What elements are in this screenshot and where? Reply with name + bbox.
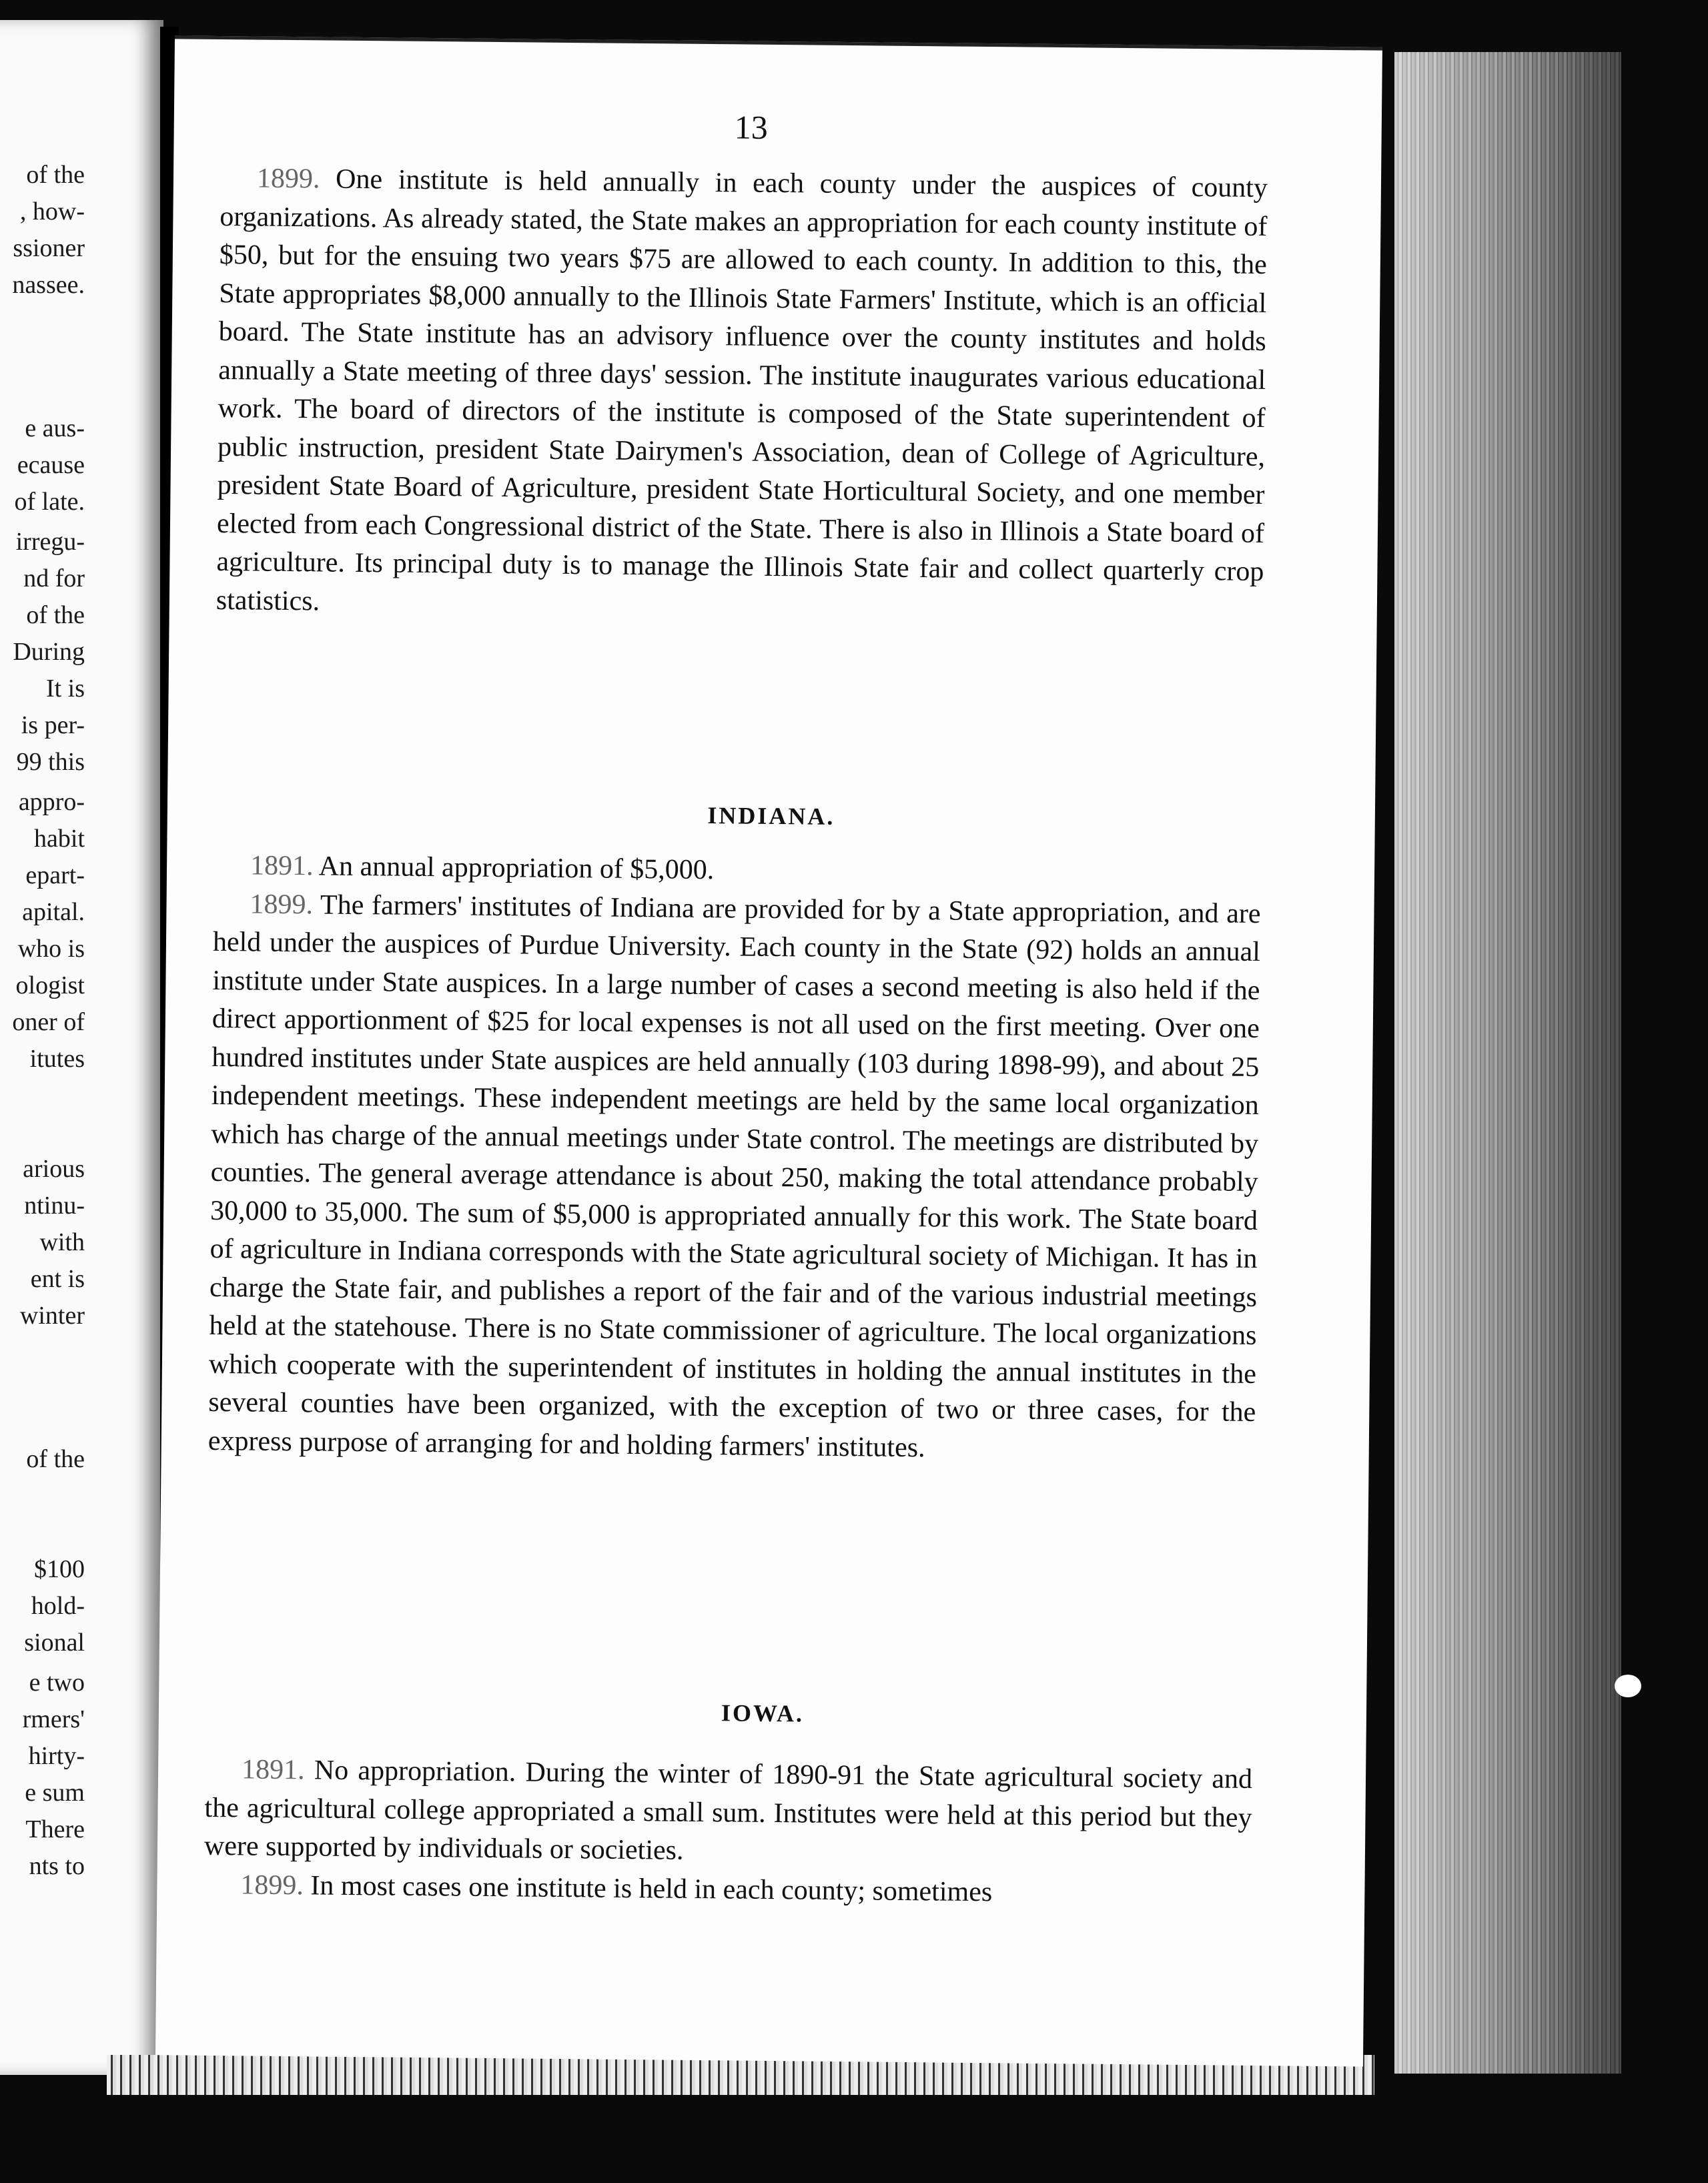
paragraph-1899 <box>208 885 1261 1470</box>
year-label: 1891. <box>250 850 314 882</box>
previous-page-text-fragment: who is <box>17 935 85 963</box>
previous-page-text-fragment: e two <box>29 1669 85 1697</box>
previous-page-text-fragment: , how- <box>19 197 85 226</box>
previous-page-text-fragment: sional <box>24 1629 85 1657</box>
previous-page-text-fragment: winter <box>19 1302 85 1330</box>
previous-page-text-fragment: oner of <box>12 1008 85 1036</box>
page-number: 13 <box>734 108 769 146</box>
previous-page-text-fragment: irregu- <box>15 528 85 556</box>
previous-page-text-fragment: e sum <box>25 1779 85 1807</box>
previous-page-text-fragment: appro- <box>18 788 85 816</box>
illinois-section <box>216 159 1268 630</box>
previous-page-text-fragment: of late. <box>14 488 85 516</box>
year-label: 1899. <box>256 163 320 195</box>
iowa-section <box>203 1751 1252 1914</box>
previous-page-text-fragment: It is <box>45 675 85 703</box>
previous-page-text-fragment: rmers' <box>22 1705 85 1733</box>
section-heading-indiana: INDIANA. <box>707 802 835 830</box>
previous-page-text-fragment: of the <box>26 601 85 629</box>
paragraph-text: One institute is held annually in each county under the auspices of county organizations. As already stated, the State makes an appropriation for each county institute of $50, but for the ensuing two years $75 are allowed to each county. In addition to this, the State appropriates $8,000 annually to the Illinois State Farmers' Institute, which is an official board. The State institute has an advisory influence over the county institutes and holds annually a State meeting of three days' session. The institute inaugurates various educational work. The board of directors of the institute is composed of the State superintendent of public instruction, president State Dairymen's Association, dean of College of Agriculture, president State Board of Agriculture, president State Horticultural Society, and one member elected from each Congressional district of the State. There is also in Illinois a State board of agriculture. Its principal duty is to manage the Illinois State fair and collect quarterly crop statistics. <box>216 163 1268 616</box>
year-label: 1899. <box>250 888 314 920</box>
previous-page-text-fragment: ologist <box>15 971 85 999</box>
previous-page-text-fragment: ecause <box>17 451 85 479</box>
scan-speck <box>1615 1675 1641 1697</box>
paragraph-1899 <box>216 159 1268 630</box>
paragraph-text: An annual appropriation of $5,000. <box>318 851 715 886</box>
previous-page-text-fragment: e aus- <box>25 414 85 442</box>
paragraph-1891 <box>204 1751 1253 1876</box>
year-label: 1899. <box>240 1869 304 1901</box>
previous-page-text-fragment: hold- <box>31 1592 85 1620</box>
previous-page-text-fragment: There <box>25 1815 85 1843</box>
previous-page-text-fragment: is per- <box>21 711 85 739</box>
previous-page-text-fragment: epart- <box>25 861 85 889</box>
page-edges-shade <box>1394 52 1621 2074</box>
previous-page-text-fragment: ntinu- <box>24 1192 85 1220</box>
paragraph-text: In most cases one institute is held in each county; sometimes <box>310 1869 993 1907</box>
previous-page-text-fragment: 99 this <box>16 748 85 776</box>
previous-page-text-fragment: hirty- <box>28 1742 85 1770</box>
paragraph-text: No appropriation. During the winter of 1890-91 the State agricultural society and the agricultural college appropriated a small sum. Institutes were held at this period but they were supported by individuals or societies. <box>203 1755 1253 1866</box>
previous-page-text-fragment: itutes <box>29 1045 85 1073</box>
previous-page-text-fragment: of the <box>26 1445 85 1473</box>
section-heading-iowa: IOWA. <box>721 1699 805 1727</box>
indiana-section <box>208 847 1262 1470</box>
paragraph-text: The farmers' institutes of Indiana are provided for by a State appropriation, and are held under the auspices of Purdue University. Each county in the State (92) holds an annual institute under State auspices. In a large number of cases a second meeting is also held if the direct apportionment of $25 for local expenses is not all used on the first meeting. Over one hundred institutes under State auspices are held annually (103 during 1898-99), and about 25 independent meetings. These independent meetings are held by the same local organization which has charge of the annual meetings under State control. The meetings are distributed by counties. The general average attendance is about 250, making the total attendance probably 30,000 to 35,000. The sum of $5,000 is appropriated annually for this work. The State board of agriculture in Indiana corresponds with the State agricultural society of Michigan. It has in charge the State fair, and publishes a report of the fair and of the various industrial meetings held at the statehouse. There is no State commissioner of agriculture. The local organizations which cooperate with the superintendent of institutes in holding the annual institutes in the several counties have been organized, with the exception of two or three cases, for the express purpose of arranging for and holding farmers' institutes. <box>207 889 1261 1463</box>
previous-page-text-fragment: During <box>13 638 85 666</box>
previous-page-text-fragment: nts to <box>29 1852 85 1880</box>
previous-page-text-fragment: arious <box>23 1155 85 1183</box>
previous-page-text-fragment: ent is <box>30 1265 85 1293</box>
previous-page-text-fragment: of the <box>26 161 85 189</box>
previous-page-text-fragment: with <box>39 1228 85 1256</box>
previous-page-text-fragment: ssioner <box>13 234 85 262</box>
previous-page-text-fragment: $100 <box>34 1555 85 1583</box>
book-page <box>155 35 1382 2066</box>
previous-page-text-fragment: apital. <box>22 898 85 926</box>
previous-page-text-fragment: nassee. <box>12 271 85 299</box>
previous-page-text-fragment: habit <box>34 825 85 853</box>
year-label: 1891. <box>241 1754 305 1786</box>
previous-page <box>0 20 163 2075</box>
previous-page-text-fragment: nd for <box>23 564 85 592</box>
